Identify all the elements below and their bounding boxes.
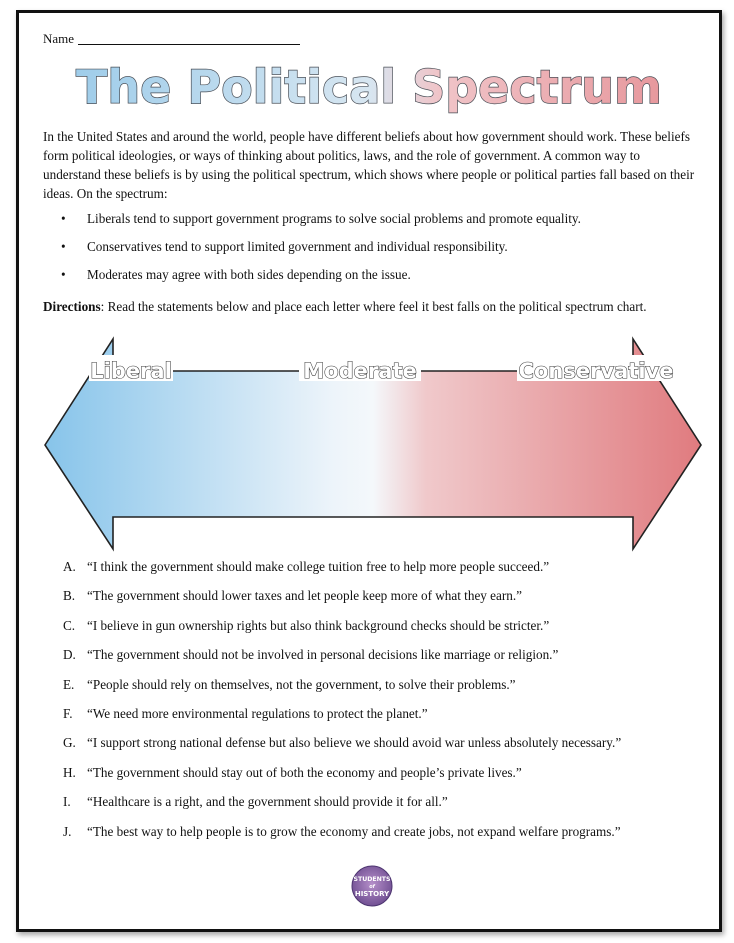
statement-list (63, 557, 703, 851)
intro-paragraph: In the United States and around the world, people have different beliefs about how government should work. These beliefs form political ideologies, or ways of thinking about politics, laws, and the role of government. A common way to understand these beliefs is by using the political spectrum, which shows where people or political parties fall based on their ideas. On the spectrum: (43, 129, 695, 201)
svg-text:HISTORY: HISTORY (354, 890, 390, 898)
students-of-history-logo (351, 865, 393, 907)
directions-text: : Read the statements below and place each letter where feel it best falls on the political spectrum chart. (100, 299, 647, 314)
statement-item: A. “I think the government should make college tuition free to help more people succeed.” (63, 559, 550, 574)
statement-item: H. “The government should stay out of both the economy and people’s private lives.” (63, 764, 522, 780)
bullet-liberals: • Liberals tend to support government programs to solve social problems and promote equality. (43, 209, 695, 237)
svg-text:of: of (369, 884, 375, 890)
statement-item: I. “Healthcare is a right, and the government should provide it for all.” (63, 794, 448, 810)
page-title (19, 53, 719, 119)
svg-text:STUDENTS: STUDENTS (353, 876, 391, 883)
ideology-bullet-list (43, 209, 695, 293)
statement-item: B. “The government should lower taxes and let people keep more of what they earn.” (63, 588, 523, 604)
worksheet-page (16, 10, 722, 932)
statement-item: G. “I support strong national defense but also believe we should avoid war unless absolutely necessary.” (63, 735, 622, 751)
spectrum-chart[interactable] (43, 323, 703, 553)
name-field[interactable] (43, 31, 300, 47)
spectrum-label-conservative: Conservative (518, 359, 674, 383)
statement-item: D. “The government should not be involved in personal decisions like marriage or religion.” (63, 647, 559, 663)
title-text: The Political Spectrum (76, 60, 662, 114)
directions (43, 297, 703, 316)
name-label: Name (43, 31, 75, 46)
statement-item: F. “We need more environmental regulations to protect the planet.” (63, 705, 428, 721)
bullet-moderates: • Moderates may agree with both sides depending on the issue. (43, 265, 695, 293)
spectrum-label-liberal: Liberal (90, 359, 172, 383)
statement-item: E. “People should rely on themselves, not the government, to solve their problems.” (63, 676, 516, 692)
statement-item: J. “The best way to help people is to grow the economy and create jobs, not expand welfare programs.” (63, 823, 621, 839)
statement-item: C. “I believe in gun ownership rights but also think background checks should be stricter.” (63, 617, 550, 633)
name-blank-line[interactable] (78, 32, 300, 45)
spectrum-label-moderate: Moderate (303, 359, 417, 383)
directions-label: Directions (43, 299, 101, 314)
bullet-conservatives: • Conservatives tend to support limited government and individual responsibility. (43, 237, 695, 265)
